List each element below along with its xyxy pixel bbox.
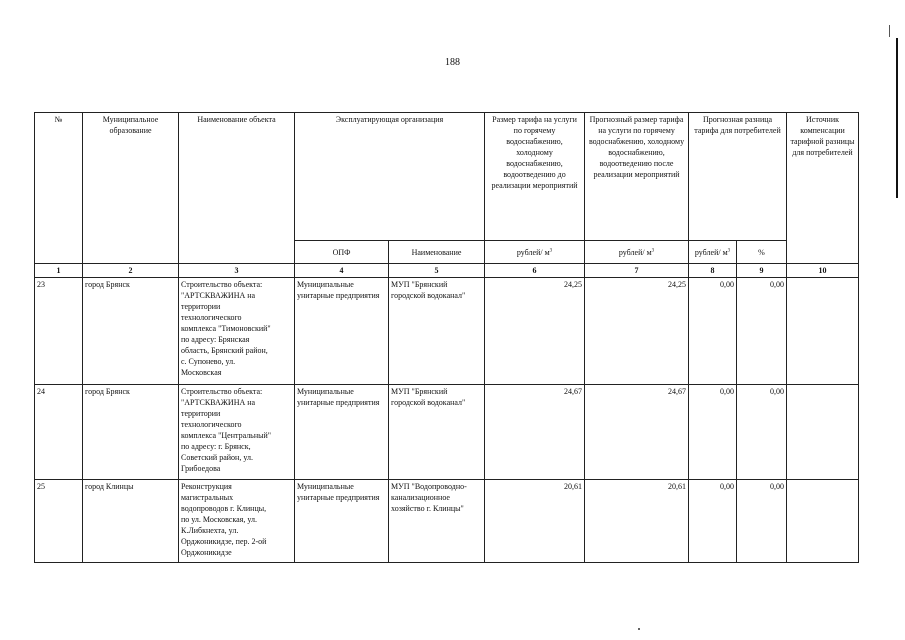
page-number: 188: [445, 57, 460, 68]
subheader-name: Наименование: [389, 241, 485, 264]
subheader-opf: ОПФ: [295, 241, 389, 264]
row-diff-pct: 0,00: [737, 278, 787, 385]
row-source: [787, 278, 859, 385]
row-tariff-before: 24,25: [485, 278, 585, 385]
header-operator: Эксплуатирующая организация: [295, 113, 485, 241]
row-municipality: город Брянск: [83, 278, 179, 385]
row-org-name: МУП "Брянский городской водоканал": [389, 385, 485, 480]
header-tariff-before: Размер тарифа на услуги по горячему водоснабжению, холодному водоснабжению, водоотведению до реализации мероприятий: [485, 113, 585, 241]
column-number: 8: [689, 264, 737, 278]
row-tariff-after: 24,25: [585, 278, 689, 385]
column-number: 6: [485, 264, 585, 278]
header-difference: Прогнозная разница тарифа для потребителей: [689, 113, 787, 241]
table-row: [35, 278, 859, 385]
unit-label: рублей/ м: [516, 247, 550, 257]
row-opf: Муниципальные унитарные предприятия: [295, 278, 389, 385]
row-no: 24: [35, 385, 83, 480]
row-object: Строительство объекта: "АРТСКВАЖИНА на территории технологического комплекса "Тимоновский" по адресу: Брянская область, Брянский район, с. Супонево, ул. Московская: [179, 278, 295, 385]
column-number: 1: [35, 264, 83, 278]
edge-tick-mark: [889, 25, 890, 37]
row-no: 25: [35, 480, 83, 563]
row-no: 23: [35, 278, 83, 385]
unit-superscript: 3: [727, 247, 731, 253]
column-number: 3: [179, 264, 295, 278]
row-diff-rub: 0,00: [689, 278, 737, 385]
row-source: [787, 385, 859, 480]
column-number-row: [35, 264, 859, 278]
header-municipality: Муниципальное образование: [83, 113, 179, 264]
unit-superscript: 3: [549, 247, 553, 253]
row-diff-pct: 0,00: [737, 480, 787, 563]
row-municipality: город Клинцы: [83, 480, 179, 563]
header-no: №: [35, 113, 83, 264]
row-municipality: город Брянск: [83, 385, 179, 480]
table-row: [35, 385, 859, 480]
row-object: Реконструкция магистральных водопроводов г. Клинцы, по ул. Московская, ул. К.Либкнехта, ул. Орджоникидзе, пер. 2-ой Орджоникидзе: [179, 480, 295, 563]
header-tariff-after: Прогнозный размер тарифа на услуги по горячему водоснабжению, холодному водоснабжению, водоотведению после реализации мероприятий: [585, 113, 689, 241]
column-number: 4: [295, 264, 389, 278]
row-diff-rub: 0,00: [689, 385, 737, 480]
unit-tariff-after: [585, 241, 689, 264]
row-tariff-before: 24,67: [485, 385, 585, 480]
header-source: Источник компенсации тарифной разницы для потребителей: [787, 113, 859, 264]
row-opf: Муниципальные унитарные предприятия: [295, 385, 389, 480]
header-row: [35, 113, 859, 241]
scan-speck: [638, 628, 640, 630]
unit-superscript: 3: [651, 247, 655, 253]
column-number: 7: [585, 264, 689, 278]
column-number: 9: [737, 264, 787, 278]
unit-tariff-before: [485, 241, 585, 264]
unit-label: рублей/ м: [694, 247, 728, 257]
row-tariff-before: 20,61: [485, 480, 585, 563]
row-org-name: МУП "Водопроводно-канализационное хозяйство г. Клинцы": [389, 480, 485, 563]
row-tariff-after: 20,61: [585, 480, 689, 563]
unit-label: рублей/ м: [618, 247, 652, 257]
unit-difference: [689, 241, 737, 264]
row-org-name: МУП "Брянский городской водоканал": [389, 278, 485, 385]
column-number: 2: [83, 264, 179, 278]
column-number: 5: [389, 264, 485, 278]
row-object: Строительство объекта: "АРТСКВАЖИНА на территории технологического комплекса "Центральный" по адресу: г. Брянск, Советский район, ул. Грибоедова: [179, 385, 295, 480]
table-row: [35, 480, 859, 563]
row-diff-pct: 0,00: [737, 385, 787, 480]
row-diff-rub: 0,00: [689, 480, 737, 563]
row-opf: Муниципальные унитарные предприятия: [295, 480, 389, 563]
row-tariff-after: 24,67: [585, 385, 689, 480]
column-number: 10: [787, 264, 859, 278]
header-object: Наименование объекта: [179, 113, 295, 264]
tariff-table: [34, 112, 859, 563]
unit-percent: %: [737, 241, 787, 264]
row-source: [787, 480, 859, 563]
